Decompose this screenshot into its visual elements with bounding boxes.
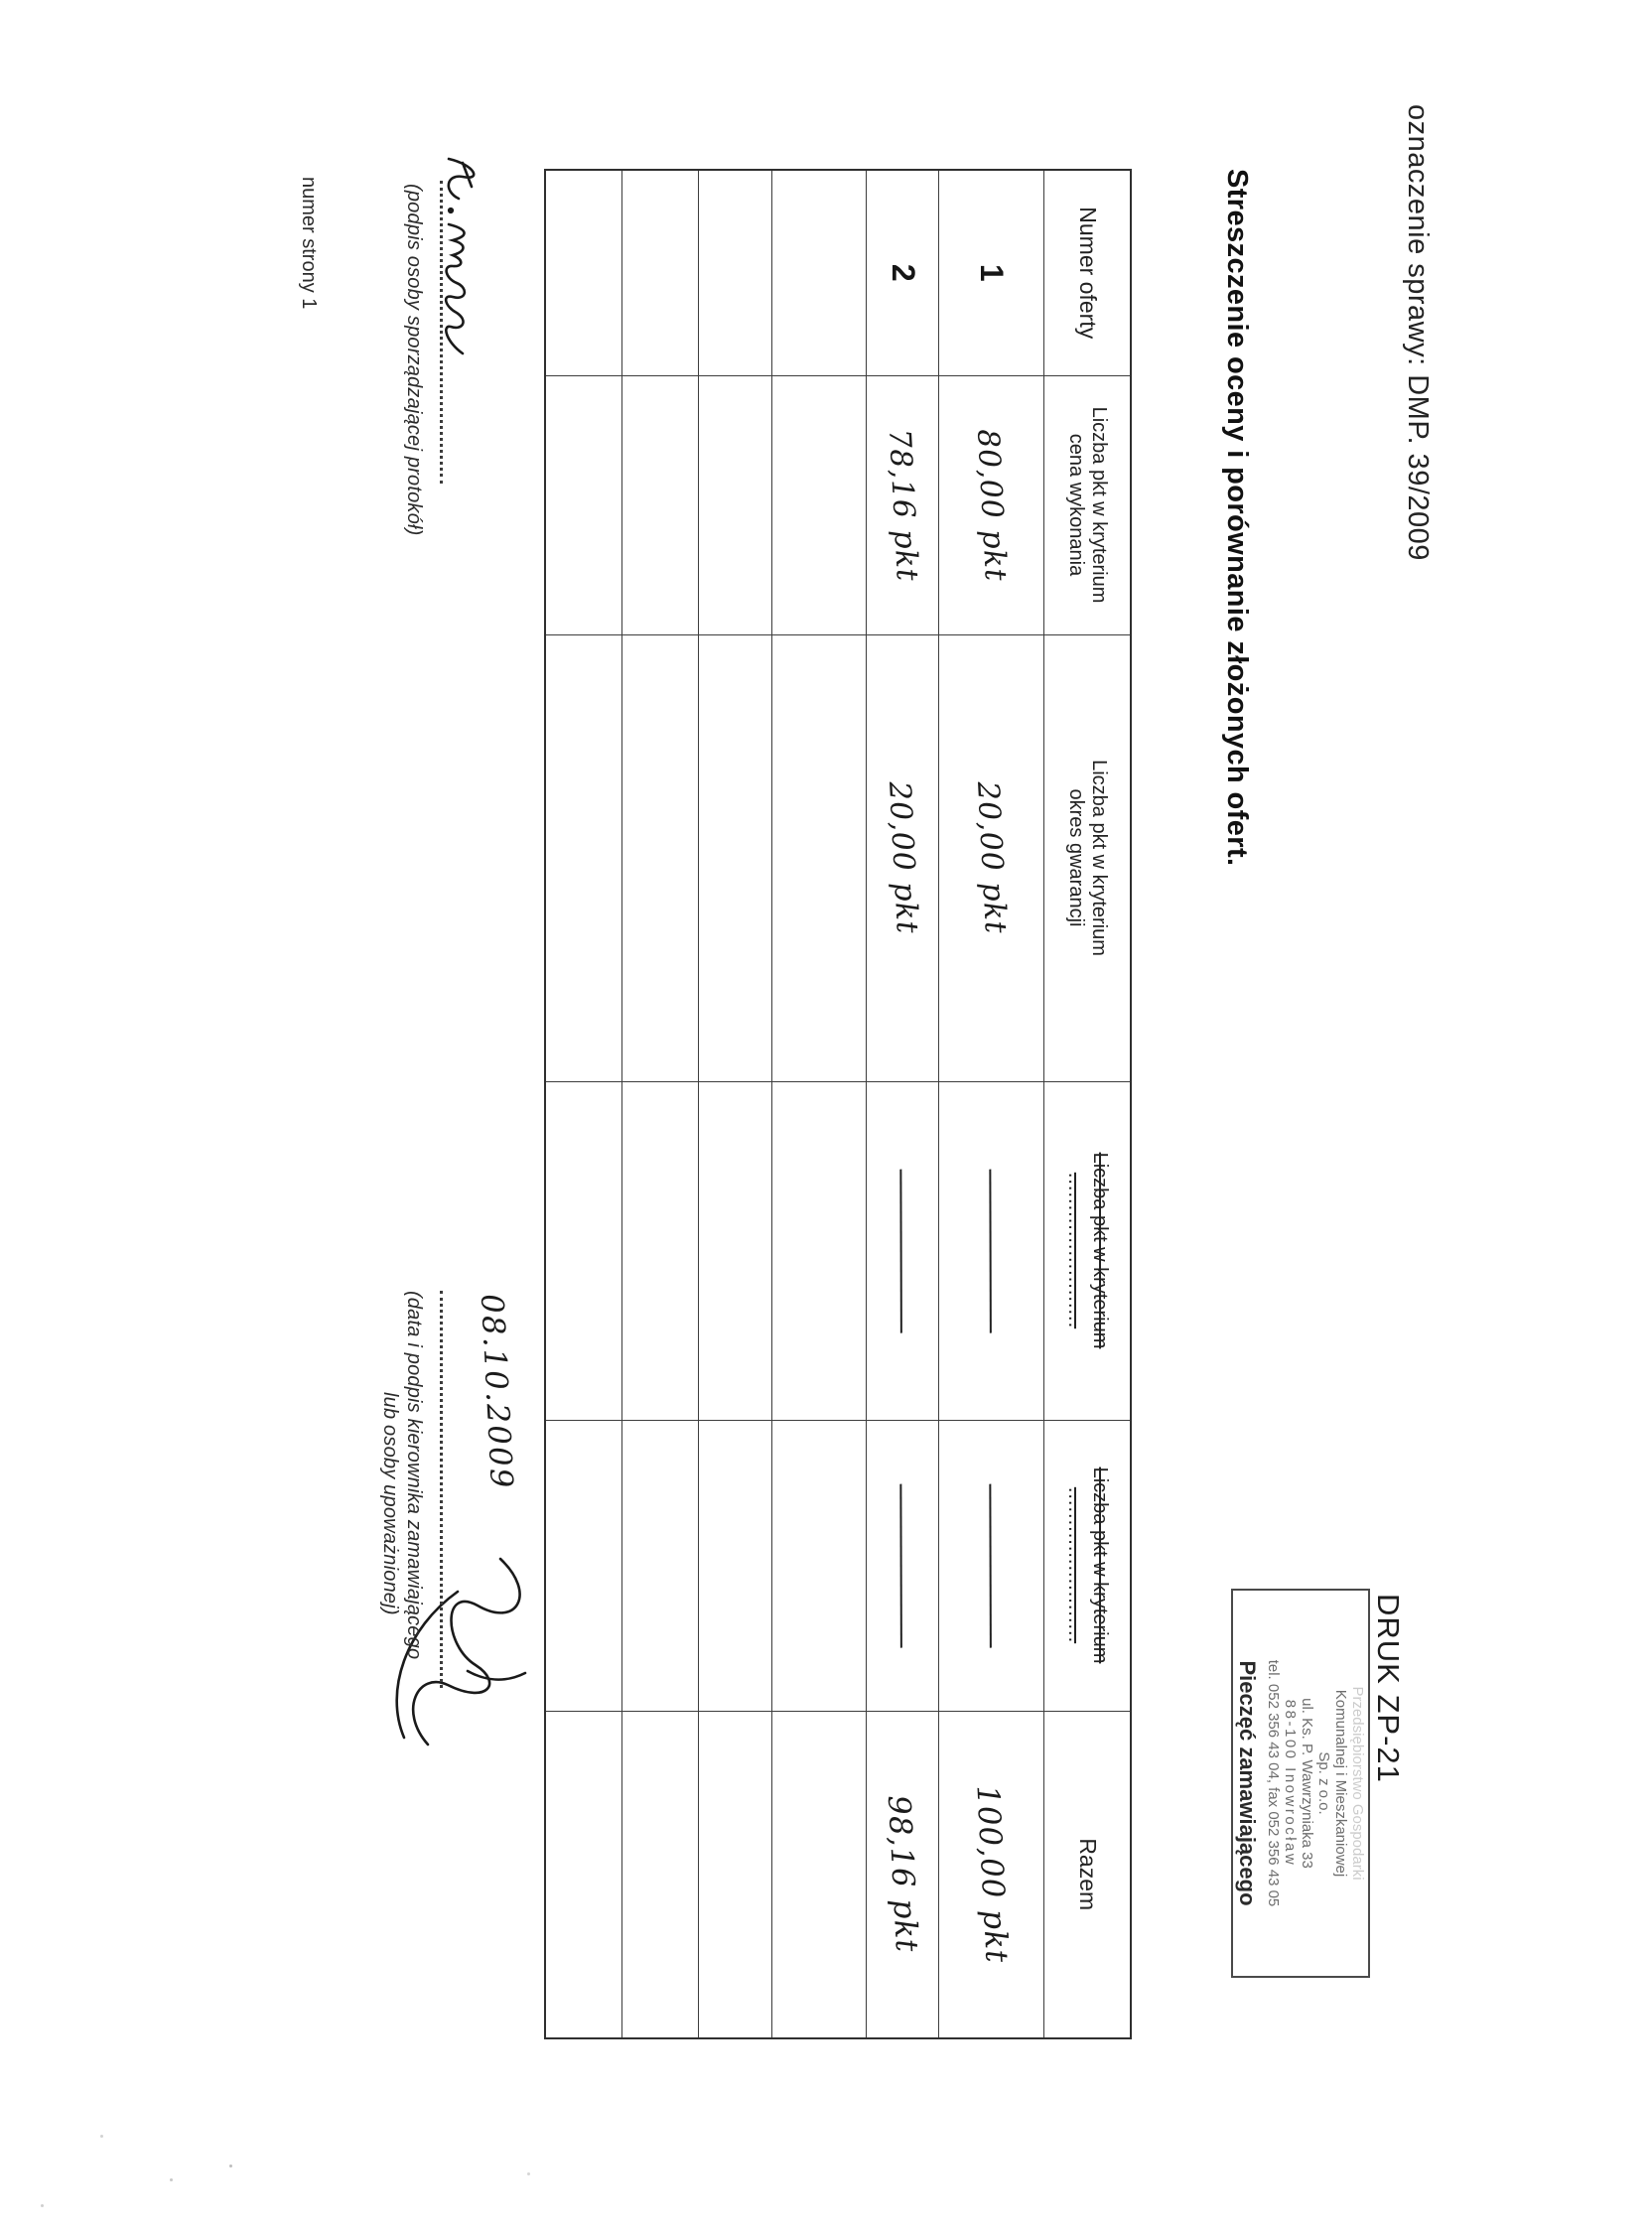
header-numer-oferty [1044, 170, 1131, 375]
header-label: Liczba pkt w kryterium okres gwarancji [1065, 760, 1111, 956]
offer-row-2 [867, 170, 939, 2038]
header-cena [1044, 375, 1131, 634]
stamp-box [1231, 1589, 1370, 1978]
offer-number: 1 [974, 263, 1011, 282]
form-code-label: DRUK ZP-21 [1371, 1594, 1406, 1783]
table-header-row [1044, 170, 1131, 2038]
empty-row [545, 170, 622, 2038]
header-kryterium-crossed-2 [1044, 1420, 1131, 1711]
empty-cell [699, 1420, 772, 1711]
score-cena-handwritten: 80,00 pkt [970, 427, 1014, 583]
empty-cell [622, 170, 699, 375]
empty-cell [622, 634, 699, 1081]
crossed-out-dash: — [975, 1167, 1010, 1334]
empty-cell [699, 170, 772, 375]
header-label: Liczba pkt w kryterium cena wykonania [1065, 406, 1111, 604]
score-gwarancja-handwritten: 20,00 pkt [881, 780, 925, 935]
header-label-crossed: Liczba pkt w kryterium [1089, 1152, 1112, 1349]
signature-dotted-line-right [440, 1291, 443, 1688]
header-label-crossed: Liczba pkt w kryterium [1089, 1467, 1112, 1664]
case-reference: oznaczenie sprawy: DMP. 39/2009 [1402, 104, 1434, 561]
empty-cell [772, 1711, 867, 2038]
header-gwarancja [1044, 634, 1131, 1081]
empty-row [699, 170, 772, 2038]
page-number: numer strony 1 [298, 177, 320, 310]
empty-cell [545, 634, 622, 1081]
empty-cell [545, 170, 622, 375]
score-total-handwritten: 98,16 pkt [881, 1794, 925, 1954]
stamp-line: ul. Ks. P. Wawrzyniaka 33 [1299, 1698, 1315, 1869]
signature-caption-left: (podpis osoby sporządzającej protokół) [403, 184, 425, 536]
stamp-line: Komunalnej i Mieszkaniowej [1332, 1689, 1349, 1878]
date-handwritten: 08.10.2009 [473, 1293, 520, 1491]
empty-cell [545, 1081, 622, 1420]
score-cena-handwritten: 78,16 pkt [881, 427, 925, 583]
header-dots-crossed: ........................ [1064, 1486, 1087, 1644]
empty-cell [772, 1081, 867, 1420]
empty-cell [772, 634, 867, 1081]
crossed-out-dash: — [887, 1481, 920, 1649]
empty-cell [772, 375, 867, 634]
empty-cell [545, 1711, 622, 2038]
empty-cell [545, 1420, 622, 1711]
empty-cell [622, 1081, 699, 1420]
empty-cell [699, 375, 772, 634]
signature-dotted-line-left [440, 181, 443, 484]
crossed-out-dash: — [975, 1481, 1010, 1649]
empty-cell [622, 375, 699, 634]
stamp-line: tel. 052 356 43 04, fax 052 356 43 05 [1265, 1659, 1282, 1907]
empty-cell [699, 1081, 772, 1420]
empty-cell [699, 1711, 772, 2038]
empty-row [772, 170, 867, 2038]
crossed-out-dash: — [887, 1167, 920, 1334]
scan-noise-speck [229, 2165, 232, 2167]
stamp-line: Przedsiębiorstwo Gospodarki [1349, 1686, 1366, 1881]
header-dots-crossed: ........................ [1064, 1172, 1087, 1329]
signature-squiggle-left [423, 147, 502, 415]
offer-number: 2 [886, 263, 921, 282]
score-gwarancja-handwritten: 20,00 pkt [970, 780, 1014, 935]
signature-caption-right-line2: lub osoby upoważnionej) [379, 1392, 401, 1615]
empty-cell [772, 1420, 867, 1711]
stamp-line: Sp. z o.o. [1315, 1751, 1332, 1815]
empty-cell [772, 170, 867, 375]
results-table [544, 169, 1132, 2039]
header-kryterium-crossed-1 [1044, 1081, 1131, 1420]
header-label: Razem [1074, 1838, 1101, 1911]
signature-caption-right-line1: (data i podpis kierownika zamawiającego [403, 1291, 425, 1660]
empty-cell [622, 1711, 699, 2038]
score-total-handwritten: 100,00 pkt [969, 1784, 1015, 1965]
page-title: Streszczenie oceny i porównanie złożonych ofert. [1221, 169, 1253, 867]
header-razem [1044, 1711, 1131, 2038]
empty-cell [622, 1420, 699, 1711]
stamp-caption: Pieczęć zamawiającego [1235, 1660, 1260, 1906]
header-label: Numer oferty [1074, 207, 1101, 340]
empty-cell [545, 375, 622, 634]
empty-row [622, 170, 699, 2038]
empty-cell [699, 634, 772, 1081]
offer-row-1 [939, 170, 1044, 2038]
stamp-line: 88-100 Inowrocław [1282, 1699, 1299, 1868]
